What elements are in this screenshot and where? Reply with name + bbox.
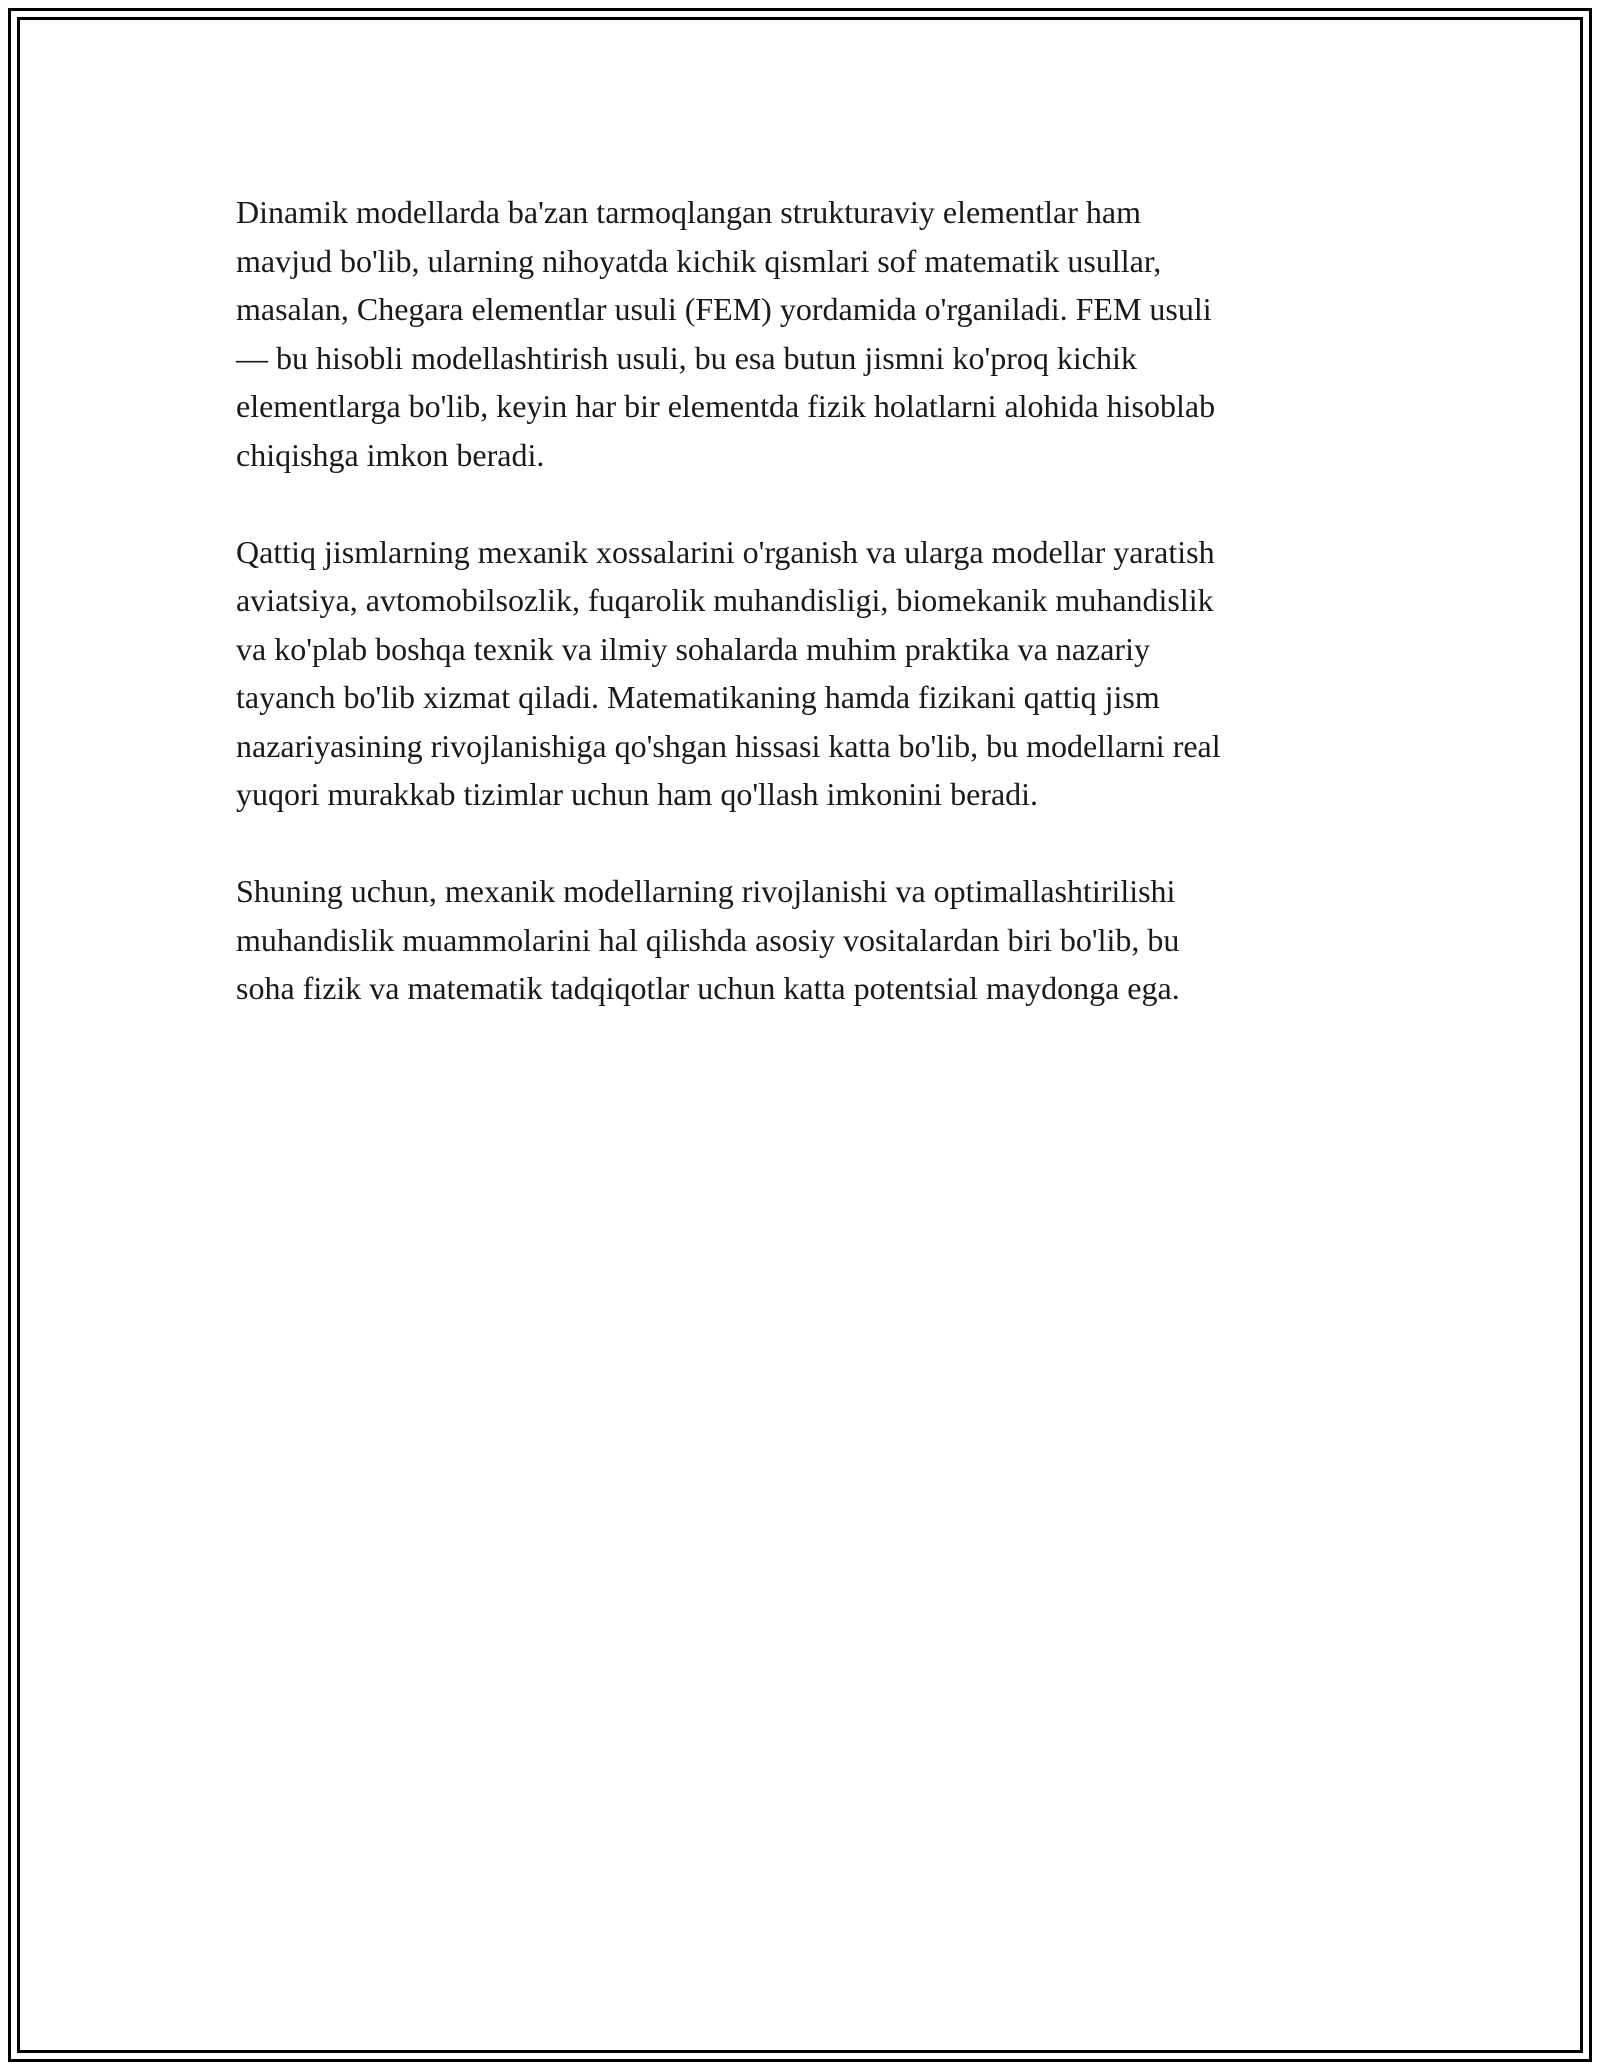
- text-line: muhandislik muammolarini hal qilishda asosiy vositalardan biri bo'lib, bu: [236, 921, 1180, 958]
- paragraph-3: [236, 867, 1376, 1013]
- text-line: va ko'plab boshqa texnik va ilmiy sohalarda muhim praktika va nazariy: [236, 630, 1150, 667]
- text-line: elementlarga bo'lib, keyin har bir elementda fizik holatlarni alohida hisoblab: [236, 388, 1216, 424]
- text-line: Shuning uchun, mexanik modellarning rivojlanishi va optimallashtirilishi: [236, 873, 1176, 909]
- text-line: nazariyasining rivojlanishiga qo'shgan hissasi katta bo'lib, bu modellarni real: [236, 727, 1221, 764]
- text-line: mavjud bo'lib, ularning nihoyatda kichik qismlari sof matematik usullar,: [236, 242, 1162, 279]
- paragraph-2: [236, 528, 1376, 819]
- text-line: — bu hisobli modellashtirish usuli, bu esa butun jismni ko'proq kichik: [236, 339, 1137, 376]
- text-line: aviatsiya, avtomobilsozlik, fuqarolik muhandisligi, biomekanik muhandislik: [236, 582, 1214, 618]
- paragraph-1: [236, 188, 1376, 479]
- text-line: chiqishga imkon beradi.: [236, 436, 545, 473]
- text-line: tayanch bo'lib xizmat qiladi. Matematikaning hamda fizikani qattiq jism: [236, 679, 1160, 715]
- text-line: soha fizik va matematik tadqiqotlar uchun katta potentsial maydonga ega.: [236, 970, 1180, 1006]
- text-line: masalan, Chegara elementlar usuli (FEM) yordamida o'rganiladi. FEM usuli: [236, 291, 1212, 327]
- text-line: Dinamik modellarda ba'zan tarmoqlangan strukturaviy elementlar ham: [236, 194, 1141, 230]
- text-line: yuqori murakkab tizimlar uchun ham qo'llash imkonini beradi.: [236, 776, 1039, 812]
- document-body: [236, 188, 1376, 1061]
- text-line: Qattiq jismlarning mexanik xossalarini o'rganish va ularga modellar yaratish: [236, 533, 1215, 570]
